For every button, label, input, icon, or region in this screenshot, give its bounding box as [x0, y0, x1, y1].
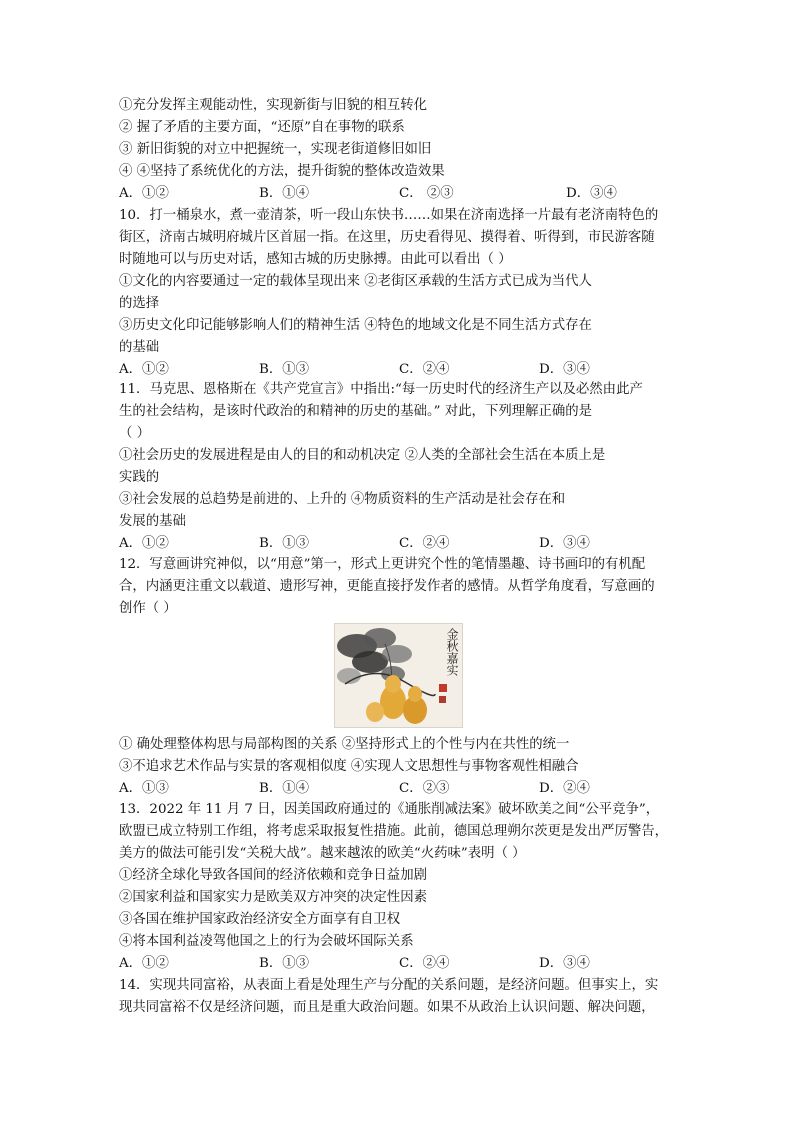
q13-statement-1: ①经济全球化导致各国间的经济依赖和竞争日益加剧 — [119, 868, 427, 883]
q10-statement-line-3: ③历史文化印记能够影响人们的精神生活 ④特色的地域文化是不同生活方式存在 — [119, 318, 592, 333]
q11-stem-2: 生的社会结构，是该时代政治的和精神的历史的基础。” 对此，下列理解正确的是 — [119, 404, 593, 419]
q13-option-a: A．①② — [119, 956, 169, 971]
q11-option-d: D．③④ — [539, 536, 590, 551]
q10-statement-line-1: ①文化的内容要通过一定的载体呈现出来 ②老街区承载的生活方式已成为当代人 — [119, 274, 592, 289]
q13-statement-3: ③各国在维护国家政治经济安全方面享有自卫权 — [119, 912, 401, 927]
q13-statement-4: ④将本国利益凌驾他国之上的行为会破坏国际关系 — [119, 934, 414, 949]
q10-option-b: B．①③ — [259, 362, 310, 377]
q12-option-c: C．②③ — [399, 781, 450, 796]
painting-inscription: 金秋嘉实 — [445, 628, 459, 676]
q11-statement-line-2: 实践的 — [119, 470, 160, 485]
q11-option-a: A．①② — [119, 536, 169, 551]
q11-stem-1: 11．马克思、恩格斯在《共产党宣言》中指出:“每一历史时代的经济生产以及必然由此产 — [119, 382, 643, 397]
q10-options — [119, 360, 679, 379]
q10-statement-line-2: 的选择 — [119, 296, 160, 311]
q13-options — [119, 954, 679, 973]
q14-stem-2: 现共同富裕不仅是经济问题，而且是重大政治问题。如果不从政治上认识问题、解决问题， — [119, 1000, 655, 1015]
q13-statement-2: ②国家利益和国家实力是欧美双方冲突的决定性因素 — [119, 890, 427, 905]
q12-option-b: B．①④ — [259, 781, 310, 796]
ink-painting-image — [334, 623, 463, 728]
q12-options — [119, 779, 679, 798]
q9-statement-1: ①充分发挥主观能动性，实现新街与旧貌的相互转化 — [119, 98, 427, 113]
q9-statement-4: ④ ④坚持了系统优化的方法，提升街貌的整体改造效果 — [119, 164, 445, 179]
q13-stem-2: 欧盟已成立特别工作组，将考虑采取报复性措施。此前，德国总理朔尔茨更是发出严厉警告， — [119, 824, 669, 839]
q11-option-b: B．①③ — [259, 536, 310, 551]
q12-option-d: D．②④ — [539, 781, 590, 796]
q13-option-c: C．②④ — [399, 956, 450, 971]
q9-options — [119, 184, 679, 203]
q10-stem-2: 街区，济南古城明府城片区首屈一指。在这里，历史看得见、摸得着、听得到，市民游客随 — [119, 230, 655, 245]
q9-statement-2: ② 握了矛盾的主要方面，“还原”自在事物的联系 — [119, 120, 405, 135]
q13-option-d: D．③④ — [539, 956, 590, 971]
q10-stem-1: 10．打一桶泉水，煮一壶清茶，听一段山东快书……如果在济南选择一片最有老济南特色的 — [119, 208, 659, 223]
q11-stem-3: （ ） — [119, 426, 151, 441]
q9-option-b: B．①④ — [259, 186, 310, 201]
q12-stem-3: 创作（ ） — [119, 601, 177, 616]
q10-stem-3: 时随地可以与历史对话，感知古城的历史脉搏。由此可以看出（ ） — [119, 252, 512, 267]
q12-statement-line-1: ① 确处理整体构思与局部构图的关系 ②坚持形式上的个性与内在共性的统一 — [119, 737, 570, 752]
q12-option-a: A．①③ — [119, 781, 169, 796]
q9-statement-3: ③ 新旧街貌的对立中把握统一，实现老街道修旧如旧 — [119, 142, 432, 157]
q13-stem-3: 美方的做法可能引发“关税大战”。越来越浓的欧美“火药味”表明（ ） — [119, 846, 526, 861]
q10-option-c: C．②④ — [399, 362, 450, 377]
q13-stem-1: 13．2022 年 11 月 7 日，因美国政府通过的《通胀削减法案》破坏欧美之间“公平竞争”， — [119, 802, 660, 817]
q10-statement-line-4: 的基础 — [119, 340, 160, 355]
q10-option-a: A．①② — [119, 362, 169, 377]
q11-options — [119, 534, 679, 553]
q9-option-c: C． ②③ — [399, 186, 454, 201]
q11-statement-line-4: 发展的基础 — [119, 514, 186, 529]
q14-stem-1: 14．实现共同富裕，从表面上看是处理生产与分配的关系问题，是经济问题。但事实上，实 — [119, 978, 659, 993]
q9-option-d: D．③④ — [566, 186, 617, 201]
q12-statement-line-2: ③不追求艺术作品与实景的客观相似度 ④实现人文思想性与事物客观性相融合 — [119, 759, 579, 774]
q10-option-d: D．③④ — [539, 362, 590, 377]
q12-stem-1: 12．写意画讲究神似，以“用意”第一，形式上更讲究个性的笔情墨趣、诗书画印的有机配 — [119, 557, 646, 572]
q13-option-b: B．①③ — [259, 956, 310, 971]
q11-statement-line-1: ①社会历史的发展进程是由人的目的和动机决定 ②人类的全部社会生活在本质上是 — [119, 448, 606, 463]
q9-option-a: A．①② — [119, 186, 169, 201]
q11-statement-line-3: ③社会发展的总趋势是前进的、上升的 ④物质资料的生产活动是社会存在和 — [119, 492, 566, 507]
q11-option-c: C．②④ — [399, 536, 450, 551]
q12-stem-2: 合，内涵更注重文以载道、遗形写神，更能直接抒发作者的感情。从哲学角度看，写意画的 — [119, 579, 655, 594]
